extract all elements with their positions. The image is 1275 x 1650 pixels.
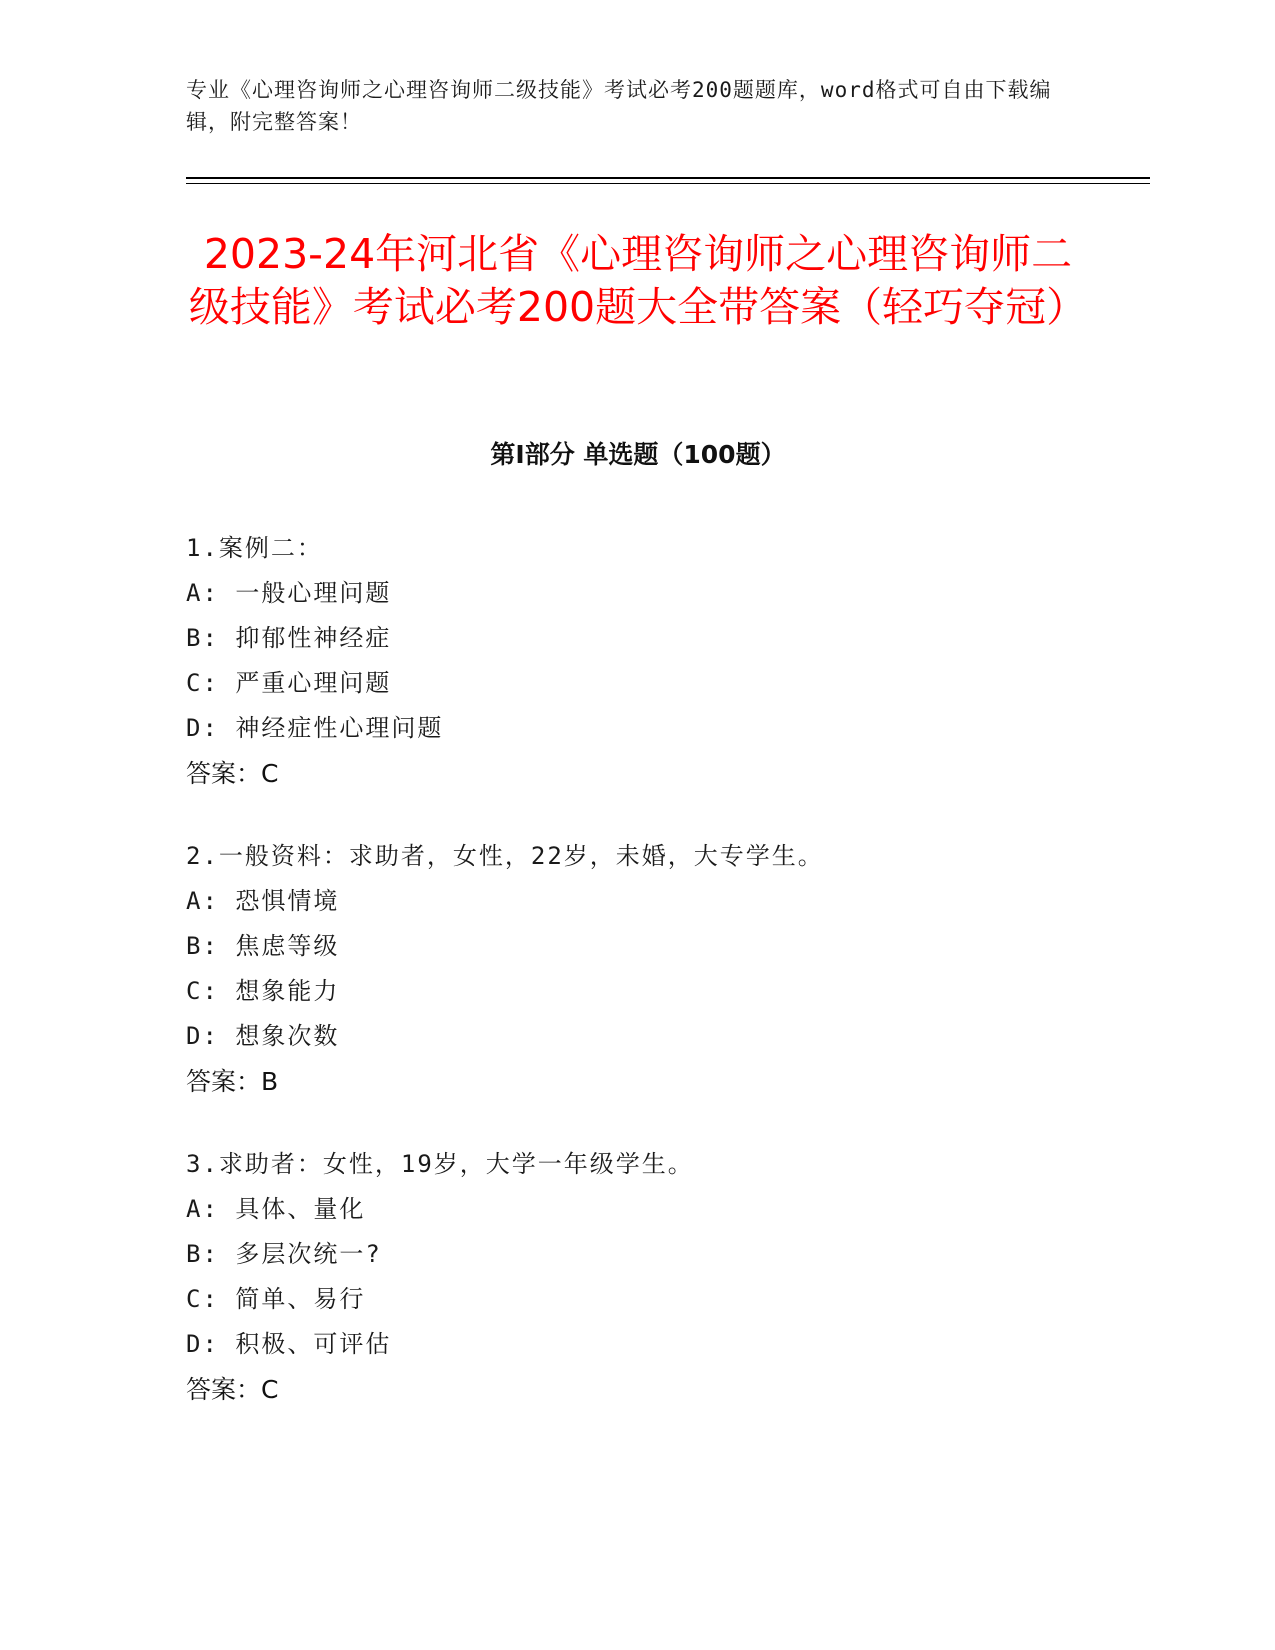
header-divider-thick (186, 177, 1150, 179)
section-heading: 第Ⅰ部分 单选题（100题） (490, 440, 786, 469)
question-stem: 2.一般资料：求助者，女性，22岁，未婚，大专学生。 (186, 842, 824, 870)
question-item (186, 1142, 1086, 1412)
option-d: D: 神经症性心理问题 (186, 714, 444, 742)
option-b: B: 焦虑等级 (186, 932, 340, 960)
question-item (186, 526, 1086, 796)
option-a: A: 一般心理问题 (186, 579, 392, 607)
option-d: D: 想象次数 (186, 1022, 340, 1050)
document-title: 2023-24年河北省《心理咨询师之心理咨询师二级技能》考试必考200题大全带答案（轻巧夺冠） (188, 230, 1088, 331)
header-divider-thin (186, 183, 1150, 184)
option-b: B: 抑郁性神经症 (186, 624, 392, 652)
answer-text: 答案：C (186, 1375, 279, 1404)
option-c: C: 严重心理问题 (186, 669, 392, 697)
answer-text: 答案：C (186, 759, 279, 788)
intro-text: 专业《心理咨询师之心理咨询师二级技能》考试必考200题题库，word格式可自由下载编辑，附完整答案！ (186, 78, 1052, 134)
option-a: A: 恐惧情境 (186, 887, 340, 915)
question-stem: 3.求助者：女性，19岁，大学一年级学生。 (186, 1150, 694, 1178)
option-c: C: 简单、易行 (186, 1285, 366, 1313)
option-d: D: 积极、可评估 (186, 1330, 392, 1358)
question-item (186, 834, 1086, 1104)
answer-text: 答案：B (186, 1067, 279, 1096)
question-stem: 1.案例二： (186, 534, 323, 562)
question-list (186, 526, 1086, 1450)
option-a: A: 具体、量化 (186, 1195, 366, 1223)
option-b: B: 多层次统一? (186, 1240, 382, 1268)
option-c: C: 想象能力 (186, 977, 340, 1005)
